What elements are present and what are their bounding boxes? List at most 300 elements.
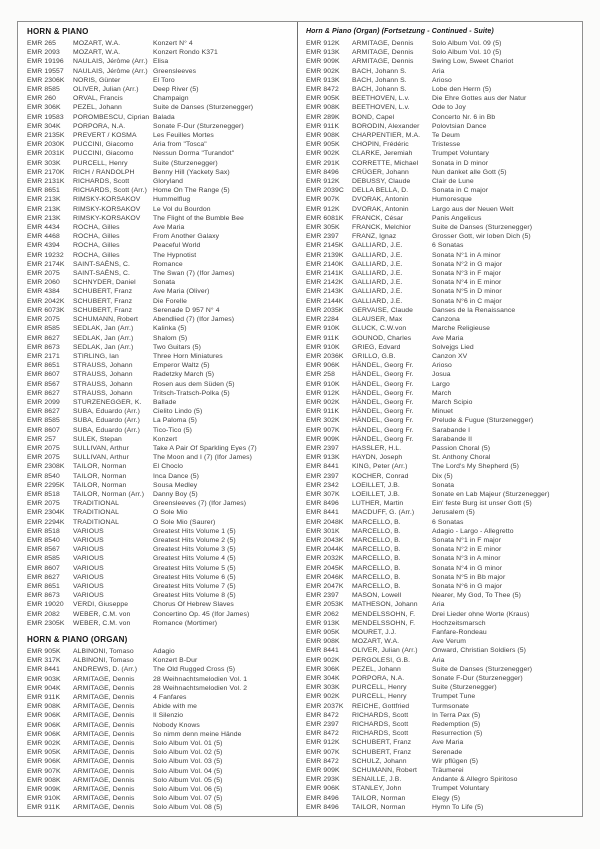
composer-name: ALBINONI, Tomaso xyxy=(73,648,134,655)
catalog-number: EMR 909K xyxy=(27,786,61,794)
catalog-row xyxy=(306,416,576,425)
catalog-row xyxy=(306,499,576,508)
composer-name: LOEILLET, J.B. xyxy=(352,481,400,489)
piece-title: Sarabande II xyxy=(432,435,473,443)
catalog-number: EMR 2042K xyxy=(27,297,65,305)
piece-title: Solo Album Vol. 08 (5) xyxy=(153,804,223,812)
catalog-row xyxy=(27,334,291,343)
catalog-number: EMR 2308K xyxy=(27,463,65,471)
piece-title: Jerusalem (5) xyxy=(432,509,475,517)
composer-name: HÄNDEL, Georg Fr. xyxy=(352,408,414,416)
catalog-number: EMR 2131K xyxy=(27,178,65,186)
catalog-row xyxy=(306,186,576,195)
piece-title: Sonata N°5 in Bb major xyxy=(432,573,506,581)
composer-name: SEDLAK, Jan (Arr.) xyxy=(73,325,134,333)
catalog-row xyxy=(306,462,576,471)
catalog-row xyxy=(306,637,576,646)
piece-title: Nearer, My God, To Thee (5) xyxy=(432,592,521,600)
catalog-row xyxy=(27,453,291,462)
catalog-row xyxy=(27,48,291,57)
catalog-number: EMR 906K xyxy=(27,730,61,738)
piece-title: Solo Album Vol. 10 (5) xyxy=(432,49,502,57)
catalog-number: EMR 905K xyxy=(306,95,340,103)
catalog-row xyxy=(27,140,291,149)
catalog-number: EMR 905K xyxy=(306,141,340,149)
piece-title: Aria xyxy=(432,67,445,75)
composer-name: MATHESON, Johann xyxy=(352,601,418,609)
composer-name: DEBUSSY, Claude xyxy=(352,178,411,186)
composer-name: PORPORA, N.A. xyxy=(352,675,405,683)
composer-name: VARIOUS xyxy=(73,555,104,563)
catalog-number: EMR 8651 xyxy=(27,582,60,590)
composer-name: GERVAISE, Claude xyxy=(352,306,414,314)
composer-name: PUCCINI, Giacomo xyxy=(73,141,134,149)
catalog-number: EMR 8651 xyxy=(27,362,60,370)
catalog-number: EMR 289K xyxy=(306,113,340,121)
composer-name: HÄNDEL, Georg Fr. xyxy=(352,362,414,370)
composer-name: MARCELLO, B. xyxy=(352,518,401,526)
catalog-row xyxy=(306,582,576,591)
catalog-row xyxy=(27,122,291,131)
piece-title: Hymn To Life (5) xyxy=(432,803,484,811)
composer-name: VARIOUS xyxy=(73,582,104,590)
piece-title: Suite de Danses (Sturzenegger) xyxy=(432,665,533,673)
piece-title: Solo Album Vol. 06 (5) xyxy=(153,786,223,794)
catalog-number: EMR 303K xyxy=(27,159,61,167)
catalog-number: EMR 912K xyxy=(306,178,340,186)
catalog-number: EMR 306K xyxy=(27,104,61,112)
catalog-row xyxy=(306,426,576,435)
catalog-row xyxy=(27,536,291,545)
piece-title: 28 Weihnachtsmelodien Vol. 2 xyxy=(153,684,248,692)
piece-title: Elisa xyxy=(153,58,169,66)
composer-name: TAILOR, Norman xyxy=(352,794,406,802)
catalog-number: EMR 2075 xyxy=(27,444,60,452)
composer-name: VARIOUS xyxy=(73,573,104,581)
catalog-row xyxy=(306,619,576,628)
catalog-row xyxy=(306,370,576,379)
catalog-number: EMR 8585 xyxy=(27,86,60,94)
composer-name: MARCELLO, B. xyxy=(352,582,401,590)
catalog-number: EMR 213K xyxy=(27,205,61,213)
catalog-number: EMR 2144K xyxy=(306,297,344,305)
catalog-number: EMR 304K xyxy=(306,675,340,683)
catalog-number: EMR 8472 xyxy=(306,86,339,94)
composer-name: KOCHER, Conrad xyxy=(352,472,409,480)
catalog-number: EMR 912K xyxy=(306,739,340,747)
piece-title: Lobe den Herrn (5) xyxy=(432,86,492,94)
catalog-number: EMR 8673 xyxy=(27,343,60,351)
piece-title: The Swan (7) (Ifor James) xyxy=(153,270,235,278)
composer-name: CHOPIN, Frédéric xyxy=(352,141,409,149)
catalog-row xyxy=(306,57,576,66)
piece-title: Sonata N°4 in G minor xyxy=(432,564,503,572)
piece-title: Ave Maria xyxy=(153,224,185,232)
piece-title: Sonata N°5 in D minor xyxy=(432,288,502,296)
piece-title: 6 Sonatas xyxy=(432,518,464,526)
catalog-number: EMR 8441 xyxy=(27,666,60,674)
composer-name: SCHUBERT, Franz xyxy=(73,297,133,305)
piece-title: Konzert xyxy=(153,435,178,443)
composer-name: VERDI, Giuseppe xyxy=(73,601,129,609)
catalog-number: EMR 8472 xyxy=(306,757,339,765)
composer-name: POROMBESCU, Ciprian xyxy=(73,113,150,121)
piece-title: Sonata N°3 in F major xyxy=(432,270,502,278)
composer-name: REICHE, Gottfried xyxy=(352,702,410,710)
composer-name: ARMITAGE, Dennis xyxy=(73,786,135,794)
catalog-row xyxy=(306,251,576,260)
piece-title: 28 Weihnachtsmelodien Vol. 1 xyxy=(153,675,248,683)
catalog-row xyxy=(306,287,576,296)
catalog-row xyxy=(306,122,576,131)
catalog-number: EMR 8518 xyxy=(27,490,60,498)
piece-title: Greatest Hits Volume 4 (5) xyxy=(153,555,236,563)
catalog-number: EMR 913K xyxy=(306,619,340,627)
composer-name: PERGOLESI, G.B. xyxy=(352,656,411,664)
composer-name: ARMITAGE, Dennis xyxy=(73,694,135,702)
piece-title: Chorus Of Hebrew Slaves xyxy=(153,601,234,609)
composer-name: ARMITAGE, Dennis xyxy=(73,684,135,692)
piece-title: Konzert B-Dur xyxy=(153,657,198,665)
catalog-number: EMR 910K xyxy=(27,795,61,803)
catalog-row xyxy=(306,131,576,140)
catalog-row xyxy=(27,554,291,563)
piece-title: Hummelflug xyxy=(153,196,191,204)
catalog-row xyxy=(27,582,291,591)
piece-title: From Another Galaxy xyxy=(153,233,220,241)
catalog-row xyxy=(306,324,576,333)
catalog-number: EMR 2053K xyxy=(306,601,344,609)
catalog-number: EMR 906K xyxy=(27,712,61,720)
catalog-number: EMR 2304K xyxy=(27,509,65,517)
catalog-number: EMR 905K xyxy=(27,648,61,655)
composer-name: CHARPENTIER, M.A. xyxy=(352,132,421,140)
composer-name: GLUCK, C.W.von xyxy=(352,325,407,333)
catalog-number: EMR 2139K xyxy=(306,251,344,259)
composer-name: STRAUSS, Johann xyxy=(73,380,133,388)
piece-title: Greatest Hits Volume 7 (5) xyxy=(153,582,236,590)
catalog-row xyxy=(306,103,576,112)
piece-title: Nobody Knows xyxy=(153,721,200,729)
catalog-row xyxy=(306,692,576,701)
catalog-row xyxy=(27,389,291,398)
composer-name: RICH / RANDOLPH xyxy=(73,168,135,176)
piece-title: Greensleeves xyxy=(153,67,197,75)
piece-title: Prelude & Fugue (Sturzenegger) xyxy=(432,417,534,425)
catalog-number: EMR 2171 xyxy=(27,352,60,360)
catalog-row xyxy=(27,490,291,499)
catalog-row xyxy=(27,398,291,407)
catalog-number: EMR 902K xyxy=(306,67,340,75)
piece-title: Hochzeitsmarsch xyxy=(432,619,486,627)
piece-title: Solo Album Vol. 03 (5) xyxy=(153,758,223,766)
catalog-row xyxy=(27,508,291,517)
piece-title: O Sole Mio xyxy=(153,509,188,517)
composer-name: PEZEL, Johann xyxy=(352,665,401,673)
composer-name: STRAUSS, Johann xyxy=(73,389,133,397)
composer-name: ARMITAGE, Dennis xyxy=(73,758,135,766)
composer-name: CRÜGER, Johann xyxy=(352,168,409,176)
catalog-row xyxy=(306,195,576,204)
piece-title: Canzon XV xyxy=(432,352,468,360)
catalog-row xyxy=(306,67,576,76)
catalog-number: EMR 907K xyxy=(27,767,61,775)
composer-name: HÄNDEL, Georg Fr. xyxy=(352,426,414,434)
composer-name: PURCELL, Henry xyxy=(352,693,407,701)
composer-name: PURCELL, Henry xyxy=(73,159,128,167)
section-header: Horn & Piano (Organ) (Fortsetzung - Continued - Suite) xyxy=(306,28,494,35)
catalog-number: EMR 910K xyxy=(306,343,340,351)
catalog-number: EMR 8518 xyxy=(27,527,60,535)
catalog-row xyxy=(306,113,576,122)
section-header: HORN & PIANO xyxy=(27,27,89,36)
piece-title: Suite de Danses (Sturzenegger) xyxy=(153,104,254,112)
composer-name: PREVERT / KOSMA xyxy=(73,132,137,140)
catalog-row xyxy=(27,472,291,481)
catalog-number: EMR 265 xyxy=(27,40,57,47)
composer-name: TRADITIONAL xyxy=(73,509,120,517)
catalog-row xyxy=(27,803,291,812)
composer-name: BEETHOVEN, L.v. xyxy=(352,104,410,112)
piece-title: La Paloma (5) xyxy=(153,417,197,425)
catalog-number: EMR 906K xyxy=(306,362,340,370)
catalog-row xyxy=(306,481,576,490)
piece-title: Solo Album Vol. 04 (5) xyxy=(153,767,223,775)
catalog-row xyxy=(27,251,291,260)
piece-title: Shalom (5) xyxy=(153,334,188,342)
piece-title: El Choclo xyxy=(153,463,183,471)
catalog-row xyxy=(306,85,576,94)
piece-title: Three Horn Miniatures xyxy=(153,352,223,360)
composer-name: STANLEY, John xyxy=(352,785,402,793)
catalog-row xyxy=(27,462,291,471)
catalog-number: EMR 8472 xyxy=(306,711,339,719)
catalog-row xyxy=(306,177,576,186)
catalog-number: EMR 908K xyxy=(306,638,340,646)
catalog-row xyxy=(27,195,291,204)
piece-title: Il Silenzio xyxy=(153,712,184,720)
catalog-row xyxy=(306,490,576,499)
catalog-number: EMR 2045K xyxy=(306,564,344,572)
composer-name: ROCHA, Gilles xyxy=(73,242,120,250)
composer-name: GRILLO, G.B. xyxy=(352,352,396,360)
catalog-row xyxy=(306,757,576,766)
catalog-row xyxy=(27,103,291,112)
composer-name: STIRLING, Ian xyxy=(73,352,119,360)
piece-title: Adagio - Largo - Allegretto xyxy=(432,527,514,535)
catalog-row xyxy=(27,306,291,315)
piece-title: Largo aus der Neuen Welt xyxy=(432,205,514,213)
catalog-number: EMR 4434 xyxy=(27,224,60,232)
catalog-number: EMR 905K xyxy=(27,749,61,757)
composer-name: MOURET, J.J. xyxy=(352,629,397,636)
catalog-number: EMR 907K xyxy=(306,426,340,434)
composer-name: MOZART, W.A. xyxy=(352,638,400,646)
catalog-row xyxy=(306,48,576,57)
composer-name: SCHUBERT, Franz xyxy=(352,739,412,747)
catalog-row xyxy=(27,380,291,389)
composer-name: ARMITAGE, Dennis xyxy=(73,795,135,803)
composer-name: STRAUSS, Johann xyxy=(73,371,133,379)
catalog-number: EMR 8567 xyxy=(27,380,60,388)
composer-name: HÄNDEL, Georg Fr. xyxy=(352,417,414,425)
piece-title: Solo Album Vol. 02 (5) xyxy=(153,749,223,757)
piece-title: Sonate en Lab Majeur (Sturzenegger) xyxy=(432,490,550,498)
piece-title: Greensleeves (7) (Ifor James) xyxy=(153,500,247,508)
composer-name: WEBER, C.M. von xyxy=(73,619,131,627)
catalog-number: EMR 303K xyxy=(306,684,340,692)
piece-title: Marche Religieuse xyxy=(432,325,490,333)
catalog-number: EMR 8607 xyxy=(27,426,60,434)
catalog-number: EMR 2174K xyxy=(27,260,65,268)
piece-title: Kalinka (5) xyxy=(153,325,187,333)
piece-title: Aria xyxy=(432,656,445,664)
catalog-row xyxy=(27,785,291,794)
catalog-number: EMR 2093 xyxy=(27,49,60,57)
catalog-row xyxy=(27,315,291,324)
piece-title: Wir pflügen (5) xyxy=(432,757,479,765)
composer-name: PORPORA, N.A. xyxy=(73,122,126,130)
composer-name: RICHARDS, Scott xyxy=(352,711,409,719)
piece-title: Swing Low, Sweet Chariot xyxy=(432,58,514,66)
piece-title: Serenade D 957 N° 4 xyxy=(153,306,220,314)
composer-name: GALLIARD, J.E. xyxy=(352,242,403,250)
catalog-row xyxy=(306,803,576,812)
catalog-row xyxy=(27,416,291,425)
catalog-row xyxy=(27,545,291,554)
piece-title: Trumpet Tune xyxy=(432,693,476,701)
catalog-row xyxy=(306,398,576,407)
piece-title: Greatest Hits Volume 8 (5) xyxy=(153,592,236,600)
piece-title: Träumerei xyxy=(432,767,464,775)
piece-title: Sonata N°6 in C major xyxy=(432,297,502,305)
composer-name: ARMITAGE, Dennis xyxy=(73,730,135,738)
piece-title: Ein' feste Burg ist unser Gott (5) xyxy=(432,500,532,508)
catalog-number: EMR 8627 xyxy=(27,408,60,416)
piece-title: Sonata N°2 in E minor xyxy=(432,546,502,554)
piece-title: Nun danket alle Gott (5) xyxy=(432,168,507,176)
piece-title: Humoresque xyxy=(432,196,472,204)
piece-title: Arioso xyxy=(432,76,452,84)
piece-title: Suite (Sturzenegger) xyxy=(432,684,497,692)
catalog-row xyxy=(27,610,291,619)
catalog-number: EMR 2294K xyxy=(27,518,65,526)
composer-name: OLIVER, Julian (Arr.) xyxy=(73,86,139,94)
composer-name: ARMITAGE, Dennis xyxy=(73,703,135,711)
catalog-row xyxy=(27,711,291,720)
catalog-row xyxy=(306,545,576,554)
catalog-number: EMR 8496 xyxy=(306,794,339,802)
catalog-number: EMR 2142K xyxy=(306,279,344,287)
catalog-number: EMR 2306K xyxy=(27,76,65,84)
catalog-row xyxy=(27,39,291,48)
catalog-number: EMR 2044K xyxy=(306,546,344,554)
composer-name: GALLIARD, J.E. xyxy=(352,279,403,287)
piece-title: Die Ehre Gottes aus der Natur xyxy=(432,95,527,103)
catalog-number: EMR 2397 xyxy=(306,472,339,480)
piece-title: March xyxy=(432,389,452,397)
composer-name: GALLIARD, J.E. xyxy=(352,288,403,296)
piece-title: Tritsch-Tratsch-Polka (5) xyxy=(153,389,230,397)
composer-name: KING, Peter (Arr.) xyxy=(352,463,408,471)
composer-name: FRANCK, César xyxy=(352,214,404,222)
composer-name: SUBA, Eduardo (Arr.) xyxy=(73,408,140,416)
catalog-row xyxy=(27,739,291,748)
composer-name: OLIVER, Julian (Arr.) xyxy=(352,647,418,655)
catalog-number: EMR 2099 xyxy=(27,398,60,406)
catalog-number: EMR 907K xyxy=(306,196,340,204)
composer-name: PEZEL, Johann xyxy=(73,104,122,112)
piece-title: Solo Album Vol. 05 (5) xyxy=(153,776,223,784)
piece-title: Sonata in C major xyxy=(432,187,489,195)
piece-title: Minuet xyxy=(432,408,454,416)
catalog-number: EMR 2141K xyxy=(306,270,344,278)
composer-name: PUCCINI, Giacomo xyxy=(73,150,134,158)
composer-name: SAINT-SAËNS, C. xyxy=(73,260,131,268)
piece-title: St. Anthony Choral xyxy=(432,454,491,462)
composer-name: VARIOUS xyxy=(73,536,104,544)
catalog-number: EMR 2397 xyxy=(306,233,339,241)
catalog-number: EMR 8540 xyxy=(27,536,60,544)
piece-title: The Lord's My Shepherd (5) xyxy=(432,463,520,471)
composer-name: ARMITAGE, Dennis xyxy=(73,721,135,729)
catalog-number: EMR 2075 xyxy=(27,454,60,462)
composer-name: RICHARDS, Scott xyxy=(352,730,409,738)
catalog-number: EMR 8441 xyxy=(306,647,339,655)
catalog-number: EMR 4468 xyxy=(27,233,60,241)
composer-name: GALLIARD, J.E. xyxy=(352,251,403,259)
column-divider xyxy=(297,22,298,816)
catalog-row xyxy=(306,794,576,803)
composer-name: ALBINONI, Tomaso xyxy=(73,657,134,665)
catalog-number: EMR 6073K xyxy=(27,306,65,314)
piece-title: Danny Boy (5) xyxy=(153,490,198,498)
catalog-row xyxy=(27,361,291,370)
catalog-number: EMR 6081K xyxy=(306,214,344,222)
catalog-row xyxy=(306,600,576,609)
composer-name: RICHARDS, Scott (Arr.) xyxy=(73,187,147,195)
piece-title: Ode to Joy xyxy=(432,104,466,112)
composer-name: MARCELLO, B. xyxy=(352,573,401,581)
catalog-row xyxy=(27,343,291,352)
piece-title: Home On The Range (5) xyxy=(153,187,230,195)
composer-name: SENAILLE, J.B. xyxy=(352,776,402,784)
catalog-number: EMR 8540 xyxy=(27,472,60,480)
composer-name: ARMITAGE, Dennis xyxy=(352,40,414,47)
composer-name: ARMITAGE, Dennis xyxy=(73,675,135,683)
composer-name: ARMITAGE, Dennis xyxy=(73,804,135,812)
catalog-number: EMR 2031K xyxy=(27,150,65,158)
piece-title: In Terra Pax (5) xyxy=(432,711,481,719)
catalog-row xyxy=(27,600,291,609)
piece-title: Dix (5) xyxy=(432,472,453,480)
catalog-number: EMR 902K xyxy=(306,398,340,406)
catalog-row xyxy=(306,444,576,453)
piece-title: Andante & Allegro Spiritoso xyxy=(432,776,518,784)
catalog-number: EMR 213K xyxy=(27,196,61,204)
catalog-number: EMR 8496 xyxy=(306,500,339,508)
catalog-row xyxy=(306,711,576,720)
catalog-row xyxy=(27,352,291,361)
catalog-row xyxy=(306,269,576,278)
composer-name: ROCHA, Gilles xyxy=(73,224,120,232)
piece-title: Ave Maria (Oliver) xyxy=(153,288,210,296)
composer-name: MARCELLO, B. xyxy=(352,564,401,572)
catalog-number: EMR 8441 xyxy=(306,463,339,471)
piece-title: Clair de Lune xyxy=(432,178,474,186)
piece-title: Sonata xyxy=(153,279,176,287)
catalog-number: EMR 906K xyxy=(306,785,340,793)
